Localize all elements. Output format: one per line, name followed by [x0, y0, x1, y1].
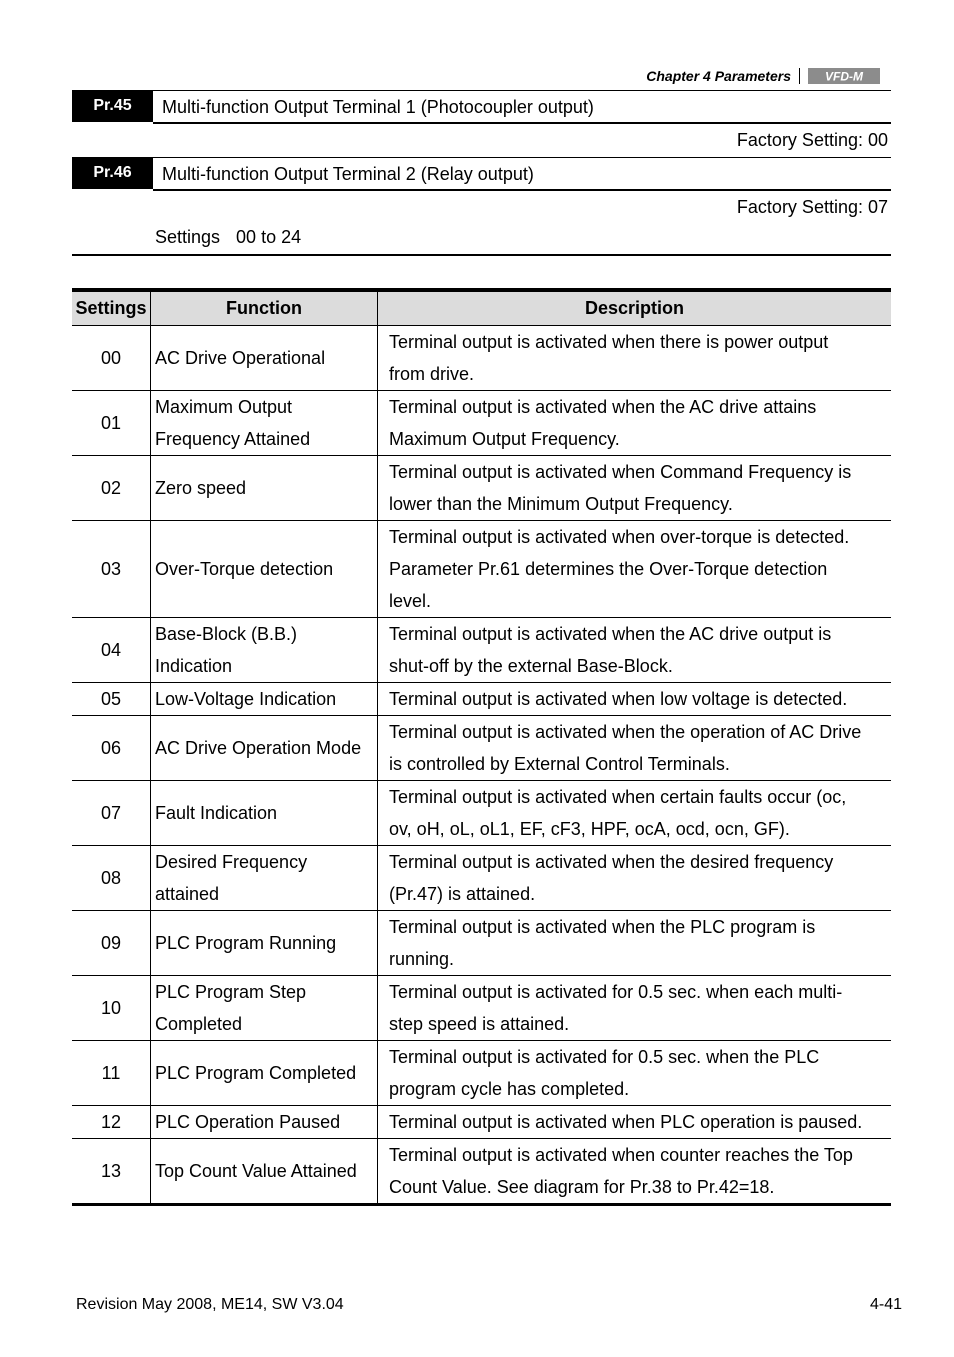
table-row: [72, 618, 891, 683]
description-cell: [378, 521, 892, 618]
function-cell: [151, 391, 378, 456]
setting-code: 06: [72, 716, 151, 781]
description-cell: [378, 326, 892, 391]
description-text: Terminal output is activated when the AC drive output is: [389, 624, 832, 644]
table-row: [72, 716, 891, 781]
table-row: [72, 326, 891, 391]
setting-code: 03: [72, 521, 151, 618]
settings-value: 00 to 24: [236, 227, 302, 247]
table-row: [72, 683, 891, 716]
description-text: lower than the Minimum Output Frequency.: [389, 494, 733, 514]
description-text: shut-off by the external Base-Block.: [389, 656, 673, 676]
function-text: PLC Program Running: [155, 933, 337, 953]
setting-code: 09: [72, 911, 151, 976]
description-text: program cycle has completed.: [389, 1079, 630, 1099]
chapter-header: [646, 68, 880, 84]
table-row: [72, 911, 891, 976]
divider: [153, 157, 891, 158]
setting-code: 04: [72, 618, 151, 683]
description-cell: [378, 1106, 892, 1139]
table-row: [72, 976, 891, 1041]
function-cell: [151, 781, 378, 846]
description-cell: [378, 781, 892, 846]
svg-text:VFD-M: VFD-M: [825, 69, 863, 84]
function-cell: [151, 846, 378, 911]
function-cell: [151, 456, 378, 521]
function-text: Indication: [155, 656, 233, 676]
description-text: (Pr.47) is attained.: [389, 884, 536, 904]
description-text: from drive.: [389, 364, 475, 384]
description-cell: [378, 976, 892, 1041]
description-cell: [378, 846, 892, 911]
setting-code: 08: [72, 846, 151, 911]
column-header: Function: [151, 290, 378, 326]
function-text: attained: [155, 884, 220, 904]
function-text: Base-Block (B.B.): [155, 624, 298, 644]
description-text: Terminal output is activated when over-torque is detected.: [389, 527, 850, 547]
table-row: [72, 1106, 891, 1139]
function-cell: [151, 1106, 378, 1139]
settings-table: [72, 288, 891, 1206]
function-text: Low-Voltage Indication: [155, 689, 337, 709]
setting-code: 12: [72, 1106, 151, 1139]
function-text: Completed: [155, 1014, 243, 1034]
description-text: Terminal output is activated when low voltage is detected.: [389, 689, 848, 709]
description-text: running.: [389, 949, 455, 969]
function-text: AC Drive Operational: [155, 348, 326, 368]
function-cell: [151, 1139, 378, 1205]
table-row: [72, 456, 891, 521]
description-text: ov, oH, oL, oL1, EF, cF3, HPF, ocA, ocd, ocn, GF).: [389, 819, 790, 839]
table-row: [72, 1041, 891, 1106]
table-row: [72, 846, 891, 911]
function-text: Top Count Value Attained: [155, 1161, 357, 1181]
page-number: 4-41: [869, 1296, 902, 1313]
setting-code: 13: [72, 1139, 151, 1205]
description-cell: [378, 911, 892, 976]
function-text: Maximum Output: [155, 397, 293, 417]
function-cell: [151, 911, 378, 976]
param-title: Multi-function Output Terminal 1 (Photocoupler output): [162, 97, 594, 117]
description-cell: [378, 618, 892, 683]
setting-code: 00: [72, 326, 151, 391]
settings-label: Settings: [155, 227, 221, 247]
function-cell: [151, 716, 378, 781]
param-block-pr45: [72, 90, 891, 124]
description-cell: [378, 391, 892, 456]
description-text: Terminal output is activated when the operation of AC Drive: [389, 722, 862, 742]
description-text: Terminal output is activated when the AC drive attains: [389, 397, 817, 417]
column-header: Settings: [72, 290, 151, 326]
description-text: Terminal output is activated when PLC operation is paused.: [389, 1112, 863, 1132]
setting-code: 05: [72, 683, 151, 716]
function-text: Frequency Attained: [155, 429, 311, 449]
param-title: Multi-function Output Terminal 2 (Relay output): [162, 164, 534, 184]
function-text: PLC Program Step: [155, 982, 307, 1002]
function-text: Zero speed: [155, 478, 247, 498]
function-cell: [151, 976, 378, 1041]
table-row: [72, 781, 891, 846]
description-text: Terminal output is activated when counter reaches the Top: [389, 1145, 853, 1165]
setting-code: 02: [72, 456, 151, 521]
table-row: [72, 521, 891, 618]
function-cell: [151, 618, 378, 683]
description-text: Terminal output is activated when the PLC program is: [389, 917, 816, 937]
description-text: Count Value. See diagram for Pr.38 to Pr.42=18.: [389, 1177, 775, 1197]
description-text: level.: [389, 591, 432, 611]
revision-info: Revision May 2008, ME14, SW V3.04: [76, 1296, 344, 1313]
description-text: Terminal output is activated when there is power output: [389, 332, 829, 352]
description-text: is controlled by External Control Terminals.: [389, 754, 730, 774]
setting-code: 07: [72, 781, 151, 846]
function-text: Desired Frequency: [155, 852, 308, 872]
table-header-row: [72, 290, 891, 326]
setting-code: 01: [72, 391, 151, 456]
description-cell: [378, 456, 892, 521]
function-cell: [151, 1041, 378, 1106]
table-row: [72, 1139, 891, 1205]
vfd-m-logo: [808, 68, 880, 84]
function-cell: [151, 521, 378, 618]
setting-code: 10: [72, 976, 151, 1041]
description-text: Terminal output is activated for 0.5 sec. when each multi-: [389, 982, 843, 1002]
description-cell: [378, 1041, 892, 1106]
function-text: PLC Operation Paused: [155, 1112, 341, 1132]
description-cell: [378, 683, 892, 716]
description-cell: [378, 716, 892, 781]
param-tag: Pr.46: [72, 157, 153, 189]
setting-code: 11: [72, 1041, 151, 1106]
column-header: Description: [378, 290, 892, 326]
function-text: PLC Program Completed: [155, 1063, 357, 1083]
function-text: Fault Indication: [155, 803, 278, 823]
description-text: Terminal output is activated when Command Frequency is: [389, 462, 852, 482]
function-cell: [151, 326, 378, 391]
description-text: Terminal output is activated when certain faults occur (oc,: [389, 787, 847, 807]
function-text: AC Drive Operation Mode: [155, 738, 362, 758]
header-separator: [799, 68, 800, 84]
function-text: Over-Torque detection: [155, 559, 334, 579]
factory-setting: Factory Setting: 00: [736, 130, 888, 150]
description-text: Maximum Output Frequency.: [389, 429, 620, 449]
divider: [153, 189, 891, 191]
description-text: step speed is attained.: [389, 1014, 570, 1034]
param-block-pr46: [72, 157, 891, 191]
table-row: [72, 391, 891, 456]
description-text: Terminal output is activated when the desired frequency: [389, 852, 834, 872]
param-tag: Pr.45: [72, 90, 153, 122]
factory-setting: Factory Setting: 07: [736, 197, 888, 217]
chapter-title: Chapter 4 Parameters: [646, 68, 791, 84]
description-cell: [378, 1139, 892, 1205]
section-divider: [72, 254, 891, 256]
settings-range: [155, 227, 317, 248]
function-cell: [151, 683, 378, 716]
divider: [153, 90, 891, 91]
description-text: Parameter Pr.61 determines the Over-Torque detection: [389, 559, 828, 579]
description-text: Terminal output is activated for 0.5 sec. when the PLC: [389, 1047, 820, 1067]
divider: [153, 122, 891, 124]
